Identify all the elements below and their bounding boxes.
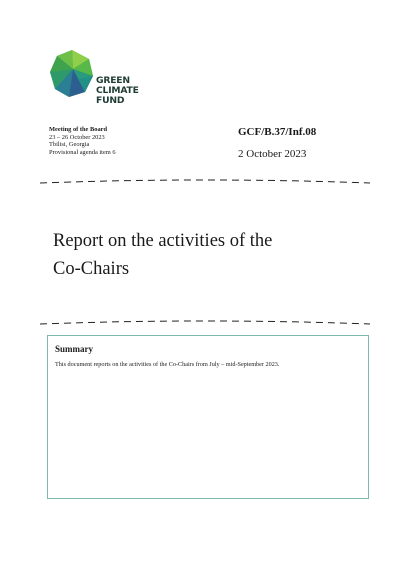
summary-text: This document reports on the activities of the Co-Chairs from July – mid-September 2023. (55, 361, 280, 368)
logo-line-fund: FUND (96, 95, 125, 106)
document-date: 2 October 2023 (238, 148, 307, 160)
meeting-title: Meeting of the Board (49, 126, 108, 133)
logo-wordmark (96, 76, 139, 106)
summary-heading: Summary (55, 344, 93, 354)
meeting-location: Tbilisi, Georgia (49, 141, 90, 149)
meeting-info (49, 126, 116, 156)
title-divider (40, 320, 370, 326)
gcf-logo (49, 49, 149, 109)
meeting-agenda-item: Provisional agenda item 6 (49, 148, 116, 156)
meeting-dates: 23 – 26 October 2023 (49, 133, 105, 141)
document-symbol: GCF/B.37/Inf.08 (238, 126, 317, 138)
logo-line-climate: CLIMATE (96, 85, 139, 96)
document-title-line1: Report on the activities of the (53, 231, 273, 251)
logo-line-green: GREEN (96, 75, 130, 86)
gcf-globe-icon (49, 49, 95, 99)
header-divider (40, 179, 370, 185)
summary-box (47, 335, 369, 499)
document-title (53, 227, 373, 283)
document-title-line2: Co-Chairs (53, 259, 130, 279)
